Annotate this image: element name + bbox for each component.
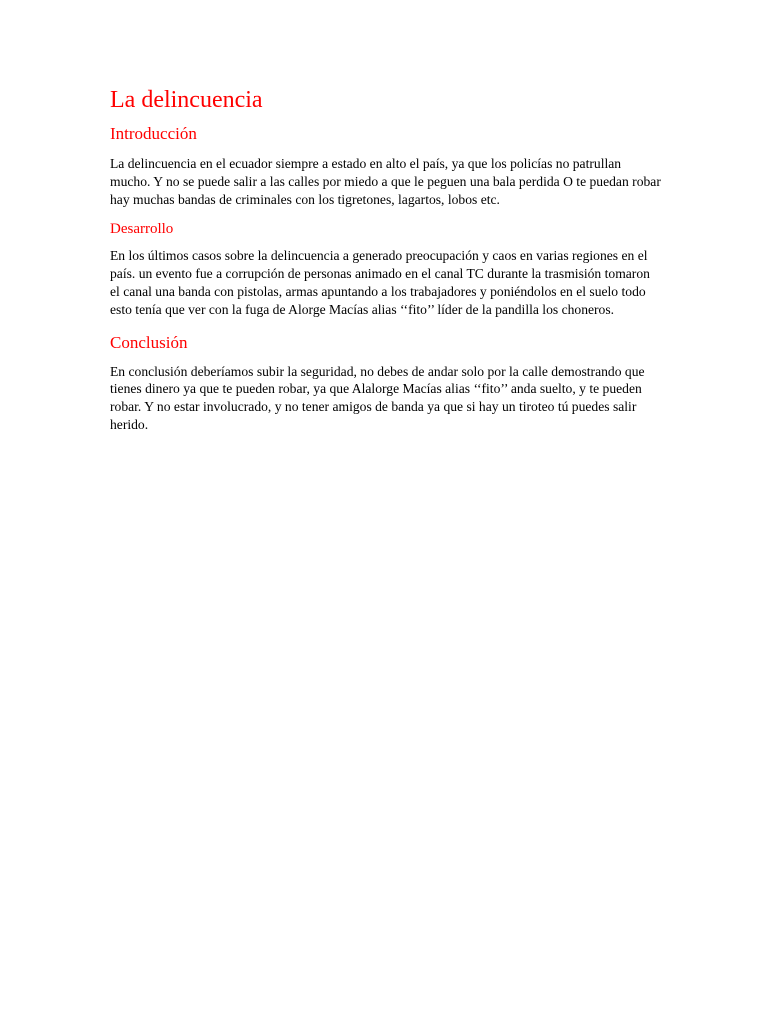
section-paragraph-introduccion: La delincuencia en el ecuador siempre a estado en alto el país, ya que los policías no patrullan mucho. Y no se puede salir a las calles por miedo a que le peguen una bala perdida O te puedan robar hay muchas bandas de criminales con los tigretones, lagartos, lobos etc. (110, 156, 661, 207)
section-paragraph-desarrollo: En los últimos casos sobre la delincuencia a generado preocupación y caos en varias regiones en el país. un evento fue a corrupción de personas animado en el canal TC durante la trasmisión tomaron el canal una banda con pistolas, armas apuntando a los trabajadores y poniéndolos en el suelo todo esto tenía que ver con la fuga de Alorge Macías alias ‘‘fito’’ líder de la pandilla los choneros. (110, 248, 650, 317)
document-body (110, 84, 662, 445)
section-heading-conclusion: Conclusión (110, 332, 188, 352)
page-title: La delincuencia (110, 87, 263, 113)
section-heading-introduccion: Introducción (110, 124, 197, 143)
section-heading-desarrollo: Desarrollo (110, 221, 174, 238)
section-paragraph-conclusion: En conclusión deberíamos subir la seguridad, no debes de andar solo por la calle demostrando que tienes dinero ya que te pueden robar, ya que Alalorge Macías alias ‘‘fito’’ anda suelto, y te pueden robar. Y no estar involucrado, y no tener amigos de banda ya que si hay un tiroteo tú puedes salir herido. (110, 363, 645, 432)
